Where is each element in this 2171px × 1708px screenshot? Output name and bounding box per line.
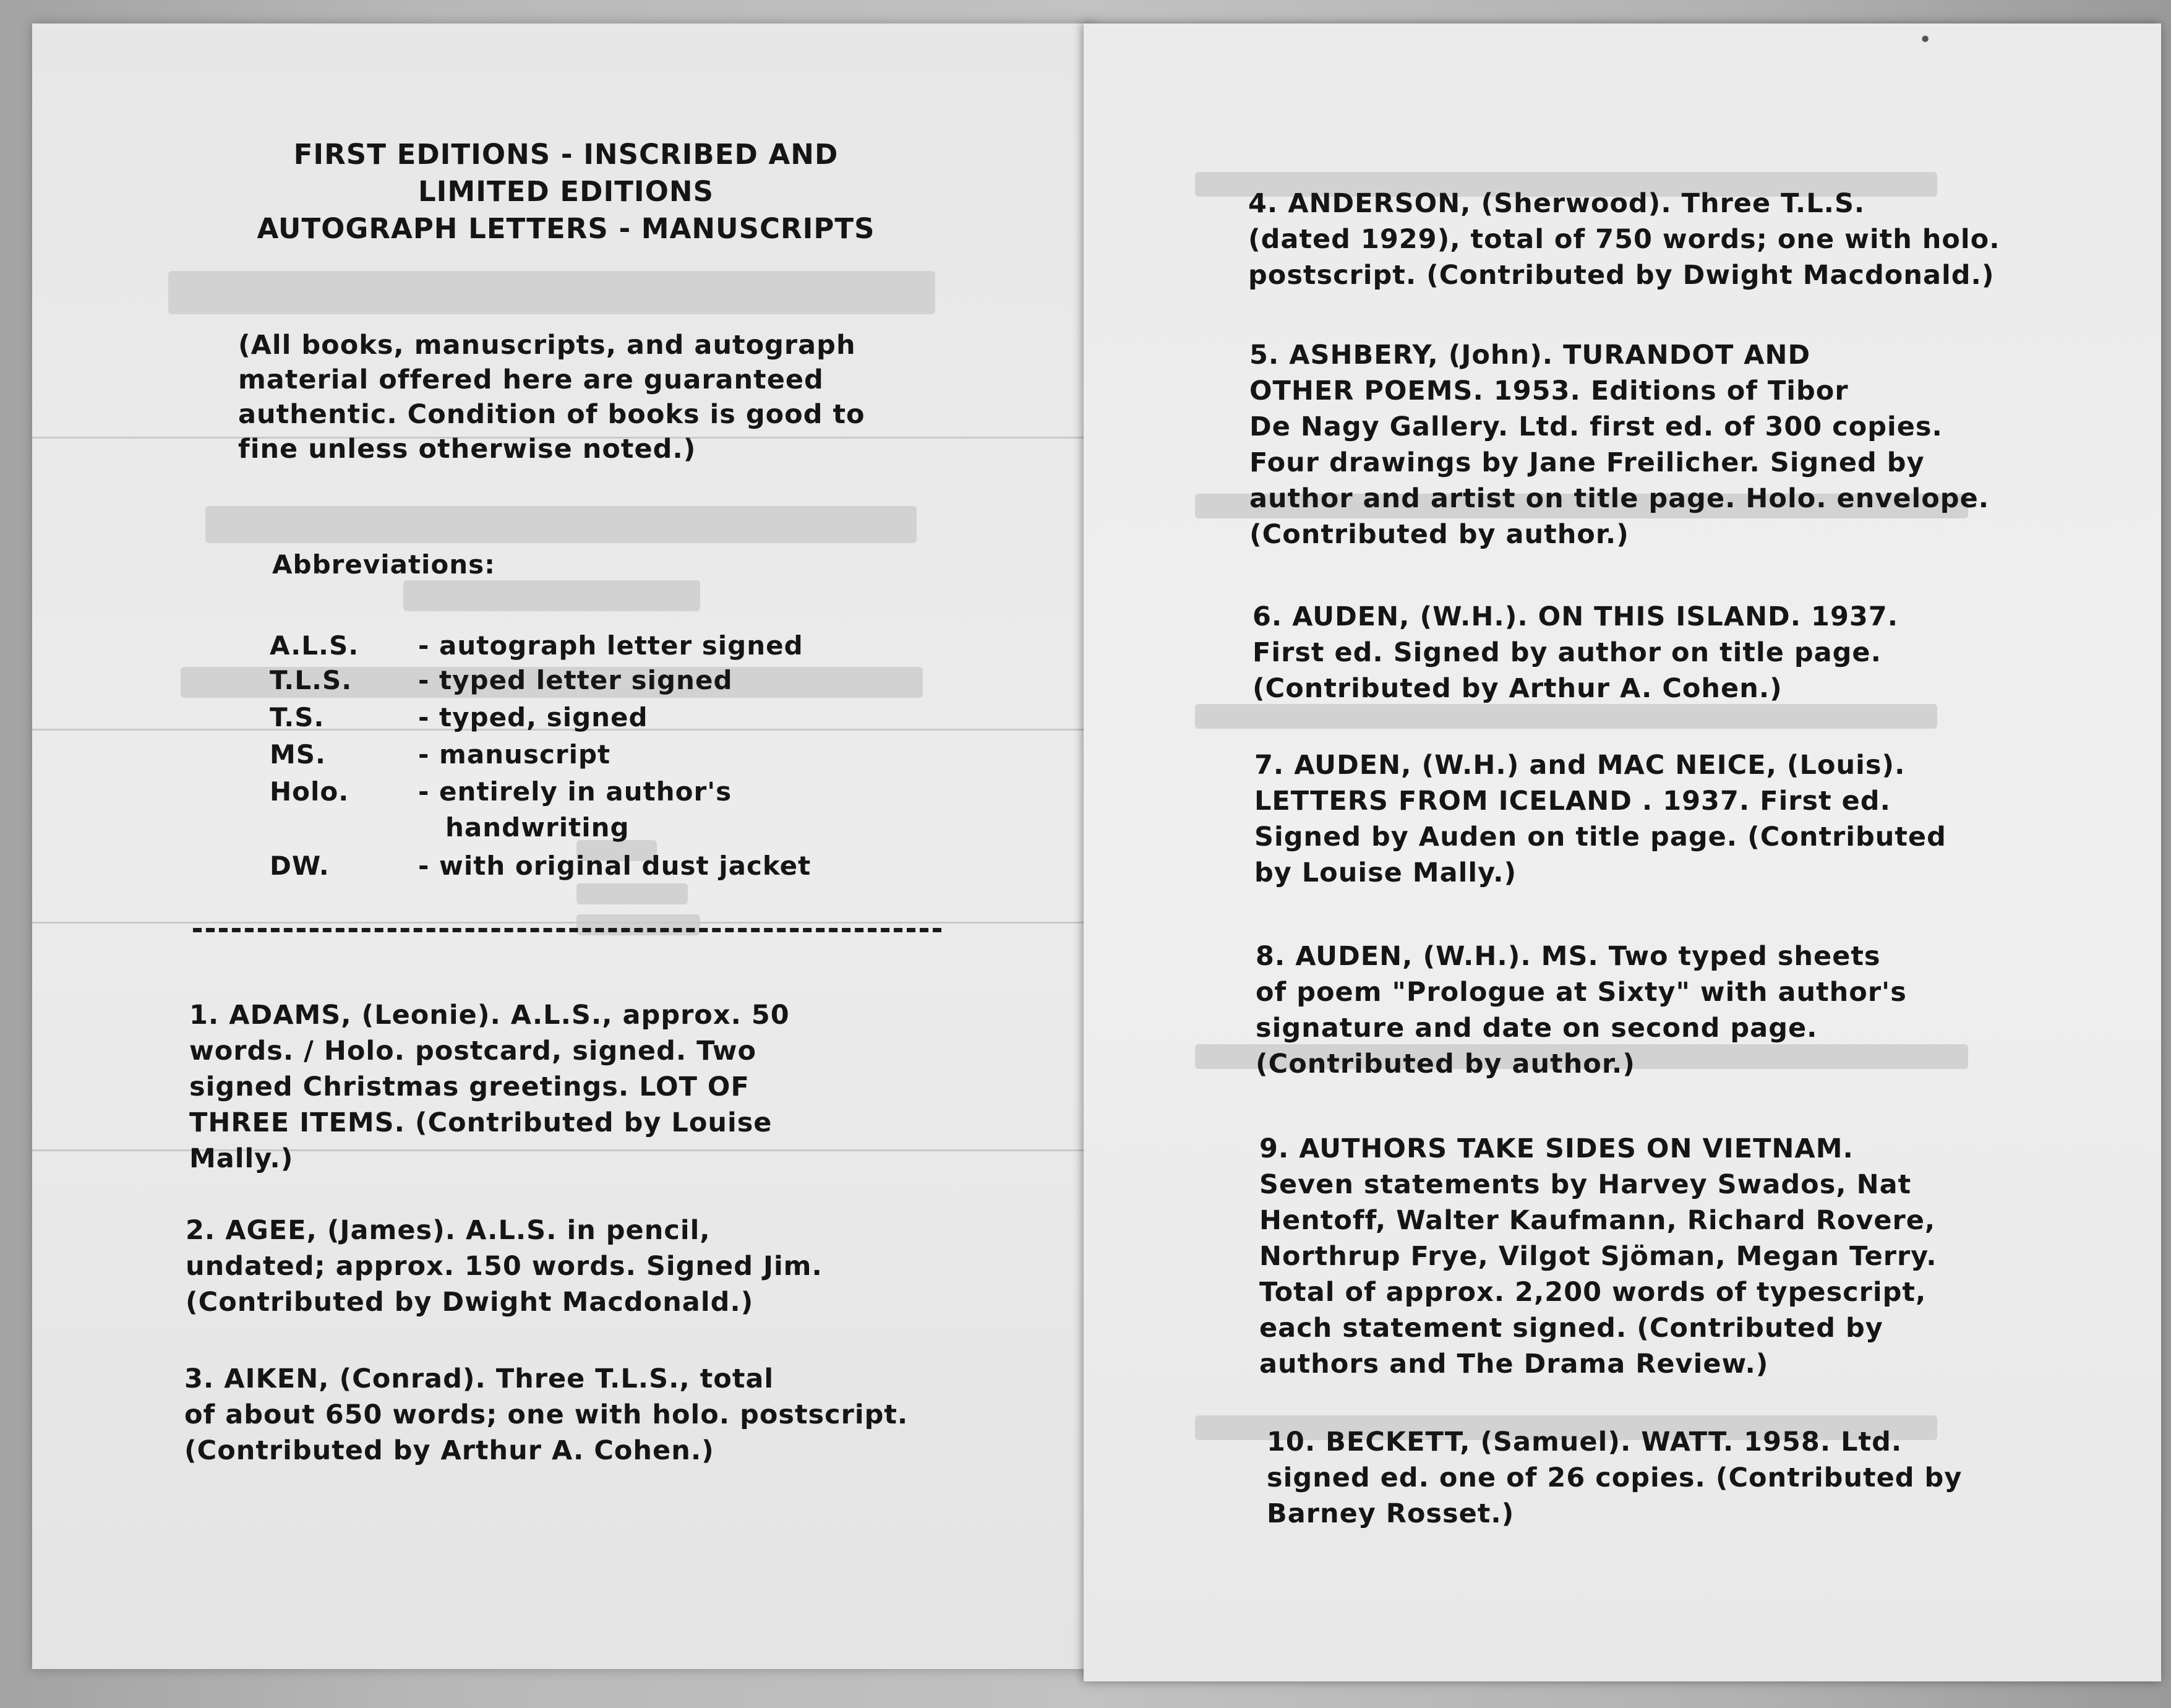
show-through-rule [32,922,1096,924]
lot-item [1256,938,1907,1082]
corner-mark: • [1919,27,1932,53]
abbreviation-term: DW. [270,851,330,881]
lot-line: 2. AGEE, (James). A.L.S. in pencil, [186,1215,711,1246]
lot-item [189,997,790,1177]
lot-line: 7. AUDEN, (W.H.) and MAC NEICE, (Louis). [1254,750,1906,781]
lot-line: (Contributed by author.) [1249,519,1629,550]
abbreviation-definition: - with original dust jacket [418,851,811,881]
abbreviation-term: T.S. [270,702,325,732]
guarantee-note [238,328,980,466]
lot-line: Mally.) [189,1143,294,1174]
lot-line: 5. ASHBERY, (John). TURANDOT AND [1249,340,1811,371]
lot-line: of about 650 words; one with holo. postscript. [184,1399,909,1430]
note-line: fine unless otherwise noted.) [238,434,696,465]
lot-line: THREE ITEMS. (Contributed by Louise [189,1107,773,1138]
dashed-divider [193,928,941,932]
lot-line: by Louise Mally.) [1254,857,1517,888]
heading-line: FIRST EDITIONS - INSCRIBED AND [293,138,839,171]
lot-line: Total of approx. 2,200 words of typescript, [1259,1277,1927,1308]
lot-line: words. / Holo. postcard, signed. Two [189,1036,757,1066]
lot-line: undated; approx. 150 words. Signed Jim. [186,1251,823,1282]
lot-line: signature and date on second page. [1256,1013,1818,1044]
lot-line: Four drawings by Jane Freilicher. Signed by [1249,447,1925,478]
lot-line: 8. AUDEN, (W.H.). MS. Two typed sheets [1256,941,1881,972]
abbreviation-term: A.L.S. [270,630,359,661]
heading-line: AUTOGRAPH LETTERS - MANUSCRIPTS [257,212,875,245]
lot-line: 10. BECKETT, (Samuel). WATT. 1958. Ltd. [1267,1427,1903,1457]
lot-item [186,1212,823,1320]
lot-line: of poem "Prologue at Sixty" with author's [1256,977,1907,1008]
lot-line: signed ed. one of 26 copies. (Contributed by [1267,1462,1963,1493]
heading-line: LIMITED EDITIONS [418,175,714,208]
abbreviation-definition: - typed, signed [418,702,648,732]
lot-line: OTHER POEMS. 1953. Editions of Tibor [1249,376,1849,406]
lot-item [1249,337,1989,552]
lot-line: Signed by Auden on title page. (Contributed [1254,822,1946,852]
lot-line: 1. ADAMS, (Leonie). A.L.S., approx. 50 [189,1000,790,1031]
abbreviation-definition: - typed letter signed [418,665,733,695]
lot-line: each statement signed. (Contributed by [1259,1313,1883,1344]
lot-line: (Contributed by Dwight Macdonald.) [186,1287,754,1318]
lot-line: First ed. Signed by author on title page. [1252,637,1882,668]
lot-line: author and artist on title page. Holo. envelope. [1249,483,1990,514]
lot-item [1254,747,1946,891]
abbreviation-term: Holo. [270,776,349,807]
lot-item [1259,1131,1937,1382]
lot-line: 9. AUTHORS TAKE SIDES ON VIETNAM. [1259,1133,1854,1164]
lot-item [184,1361,908,1469]
lot-item [1248,186,2000,293]
lot-line: Seven statements by Harvey Swados, Nat [1259,1169,1912,1200]
abbreviation-term: MS. [270,739,326,770]
abbreviation-term: T.L.S. [270,665,353,695]
lot-line: Northrup Frye, Vilgot Sjöman, Megan Terry. [1259,1241,1937,1272]
note-line: authentic. Condition of books is good to [238,399,865,430]
lot-item [1252,599,1898,706]
lot-line: signed Christmas greetings. LOT OF [189,1071,750,1102]
abbreviation-definition: - manuscript [418,739,611,770]
abbreviation-definition-continued: handwriting [445,812,630,843]
note-line: (All books, manuscripts, and autograph [238,330,856,361]
lot-line: authors and The Drama Review.) [1259,1349,1769,1380]
lot-line: postscript. (Contributed by Dwight Macdonald.) [1248,260,1995,291]
catalog-heading [186,136,946,247]
abbreviations-title: Abbreviations: [272,549,495,580]
lot-line: (Contributed by Arthur A. Cohen.) [1252,673,1783,704]
lot-line: Barney Rosset.) [1267,1498,1515,1529]
note-line: material offered here are guaranteed [238,364,824,395]
lot-line: (Contributed by author.) [1256,1049,1635,1079]
lot-line: 4. ANDERSON, (Sherwood). Three T.L.S. [1248,188,1865,219]
lot-item [1267,1424,1962,1532]
abbreviation-definition: - entirely in author's [418,776,732,807]
lot-line: De Nagy Gallery. Ltd. first ed. of 300 copies. [1249,411,1943,442]
lot-line: 3. AIKEN, (Conrad). Three T.L.S., total [184,1363,774,1394]
lot-line: 6. AUDEN, (W.H.). ON THIS ISLAND. 1937. [1252,601,1899,632]
lot-line: (dated 1929), total of 750 words; one with holo. [1248,224,2000,255]
lot-line: LETTERS FROM ICELAND . 1937. First ed. [1254,786,1891,817]
lot-line: (Contributed by Arthur A. Cohen.) [184,1435,714,1466]
lot-line: Hentoff, Walter Kaufmann, Richard Rovere, [1259,1205,1936,1236]
abbreviation-definition: - autograph letter signed [418,630,803,661]
